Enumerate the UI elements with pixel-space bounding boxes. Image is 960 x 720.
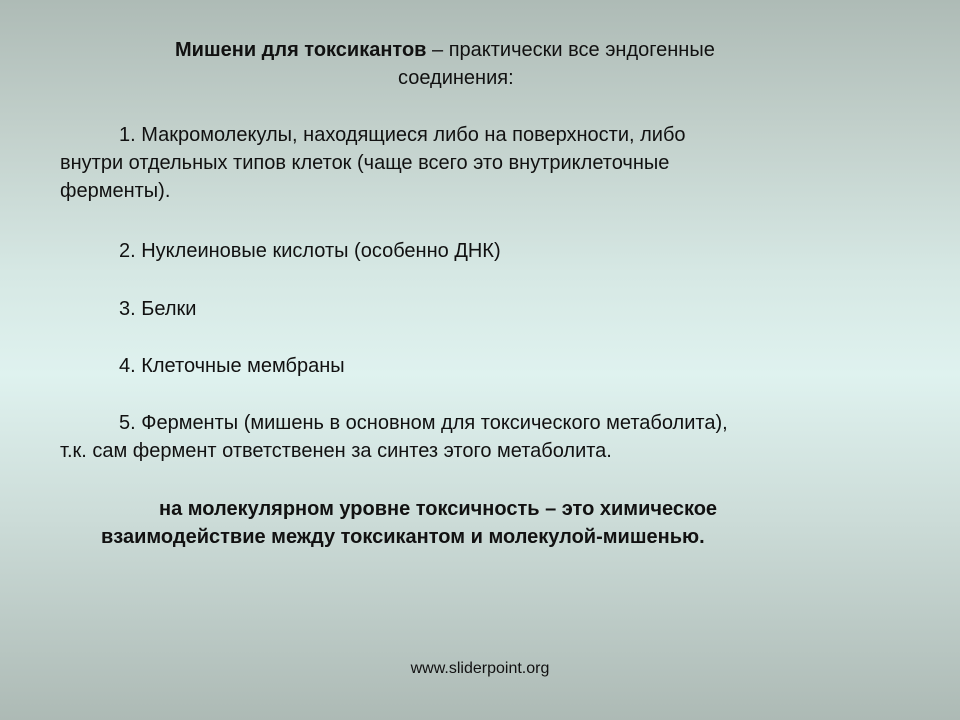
slide-title	[175, 36, 715, 64]
list-item-1-line-2: внутри отдельных типов клеток (чаще всего это внутриклеточные	[60, 152, 670, 174]
list-item-1-line-3: ферменты).	[60, 180, 171, 202]
title-bold: Мишени для токсикантов	[175, 39, 427, 61]
conclusion-line-2: взаимодействие между токсикантом и молекулой-мишенью.	[101, 526, 705, 548]
list-item-1-line-1: 1. Макромолекулы, находящиеся либо на поверхности, либо	[119, 124, 686, 146]
slide-title-line2: соединения:	[398, 67, 514, 89]
list-item-2: 2. Нуклеиновые кислоты (особенно ДНК)	[119, 240, 501, 262]
list-item-4: 4. Клеточные мембраны	[119, 355, 345, 377]
title-rest: – практически все эндогенные	[426, 39, 715, 61]
list-item-5-line-1: 5. Ферменты (мишень в основном для токсического метаболита),	[119, 412, 728, 434]
conclusion-line-1: на молекулярном уровне токсичность – это химическое	[159, 498, 718, 520]
footer-url: www.sliderpoint.org	[410, 660, 550, 677]
list-item-1	[60, 121, 686, 205]
list-item-5-line-2: т.к. сам фермент ответственен за синтез этого метаболита.	[60, 440, 612, 462]
list-item-5	[60, 409, 728, 465]
list-item-3: 3. Белки	[119, 298, 197, 320]
